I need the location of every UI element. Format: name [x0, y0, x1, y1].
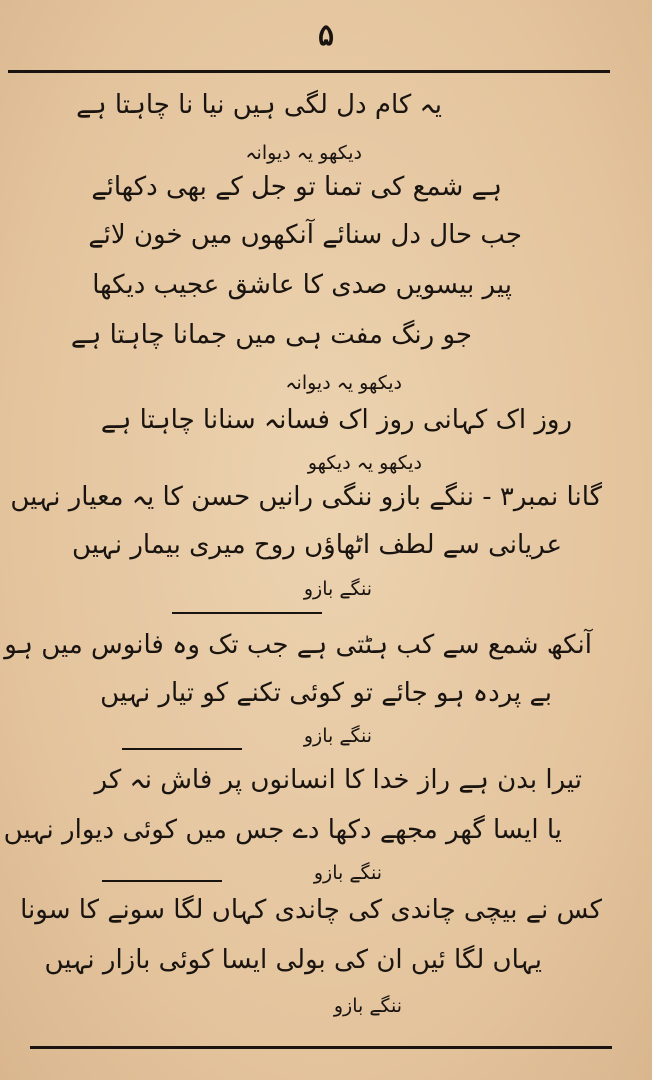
- refrain-line: ننگے بازو: [313, 862, 382, 884]
- dash-rule: [102, 880, 222, 882]
- lyric-line: یا ایسا گھر مجھے دکھا دے جس میں کوئی دیوار نہیں: [3, 815, 562, 845]
- lyric-line: پیر بیسویں صدی کا عاشق عجیب دیکھا: [92, 270, 512, 300]
- refrain-line: ننگے بازو: [333, 995, 402, 1017]
- dash-rule: [122, 748, 242, 750]
- lyric-line: یہاں لگا ئیں ان کی بولی ایسا کوئی بازار نہیں: [44, 945, 542, 975]
- dash-rule: [172, 612, 322, 614]
- lyric-line: بے پردہ ہو جائے تو کوئی تکنے کو تیار نہیں: [100, 678, 552, 708]
- lyrics-block: [3, 80, 622, 1040]
- lyric-line: جو رنگ مفت ہی میں جمانا چاہتا ہے: [70, 320, 472, 350]
- refrain-line: دیکھو یہ دیوانہ: [285, 372, 402, 394]
- lyric-line: ہے شمع کی تمنا تو جل کے بھی دکھائے: [91, 172, 502, 202]
- top-rule: [8, 70, 610, 73]
- lyric-line: گانا نمبر۳ - ننگے بازو ننگی رانیں حسن کا یہ معیار نہیں: [10, 482, 602, 512]
- refrain-line: ننگے بازو: [303, 725, 372, 747]
- lyric-line: کس نے بیچی چاندی کی چاندی کہاں لگا سونے کا سونا: [20, 895, 602, 925]
- lyric-line: عریانی سے لطف اٹھاؤں روح میری بیمار نہیں: [71, 530, 562, 560]
- lyric-line: جب حال دل سنائے آنکھوں میں خون لائے: [88, 220, 522, 250]
- lyric-line: روز اک کہانی روز اک فسانہ سنانا چاہتا ہے: [100, 405, 572, 435]
- refrain-line: دیکھو یہ دیکھو: [307, 452, 422, 474]
- bottom-rule: [30, 1046, 612, 1049]
- lyric-line: تیرا بدن ہے راز خدا کا انسانوں پر فاش نہ کر: [94, 765, 582, 795]
- refrain-line: ننگے بازو: [303, 578, 372, 600]
- lyric-line: آنکھ شمع سے کب ہٹتی ہے جب تک وہ فانوس میں ہو: [4, 630, 592, 660]
- refrain-line: دیکھو یہ دیوانہ: [245, 142, 362, 164]
- lyric-line: یہ کام دل لگی ہیں نیا نا چاہتا ہے: [76, 90, 442, 120]
- page-number: ۵: [317, 18, 335, 53]
